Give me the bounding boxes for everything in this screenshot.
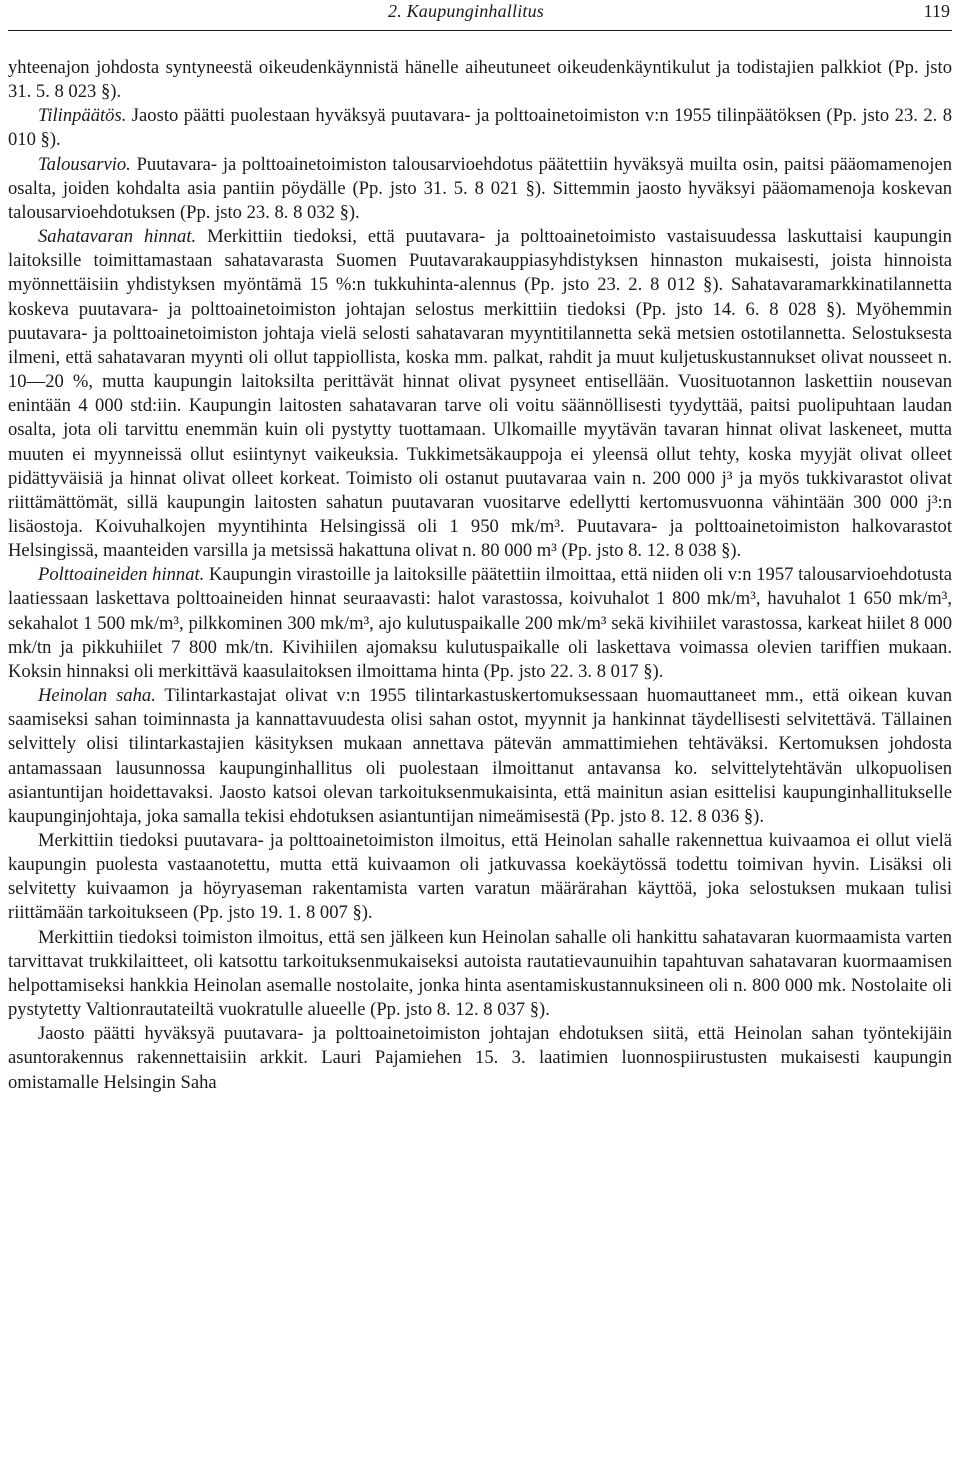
paragraph-text: Jaosto päätti puolestaan hyväksyä puutavara- ja polttoainetoimiston v:n 1955 tilinpäätöksen (Pp. jsto 23. 2. 8 010 §). [8, 105, 952, 151]
paragraph-text: Puutavara- ja polttoainetoimiston talousarvioehdotus päätettiin hyväksyä muilta osin, paitsi pääomamenojen osalta, joiden kohdalta asia pantiin pöydälle (Pp. jsto 31. 5. 8 021 §). Sittemmin jaosto hyväksyi pääomamenoja koskevan talousarvioehdotuksen (Pp. jsto 23. 8. 8 032 §). [8, 153, 952, 223]
paragraph-text: Tilintarkastajat olivat v:n 1955 tilintarkastuskertomuksessaan huomauttaneet mm., että oikean kuvan saamiseksi sahan toiminnasta ja kannattavuudesta olisi sahan ostot, myynnit ja hankinnat täydellisesti selvitettävä. Tällainen selvittely olisi tilintarkastajien käsityksen mukaan annettava pätevän ammattimiehen tehtäväksi. Kertomuksen johdosta antamassaan lausunnossa kaupunginhallitus oli puolestaan ilmoittanut antavansa ko. selvittelytehtävän ulkopuolisen asiantuntijan hoidettavaksi. Jaosto katsoi olevan tarkoituksenmukaisinta, että mainitun asian esittelisi kaupunginhallitukselle kaupunginjohtaja, joka samalla tekisi ehdotuksen asiantuntijan nimeämisestä (Pp. jsto 8. 12. 8 036 §). [8, 685, 953, 827]
paragraph-text: Merkittiin tiedoksi, että puutavara- ja polttoainetoimisto vastaisuudessa laskuttaisi kaupungin laitoksille toimittamastaan sahatavarasta Suomen Puutavarakauppiasyhdistyksen hinnaston mukaisesti, joista hinnoista myönnettäisiin yhdistyksen myöntämä 15 %:n tukkuhinta-alennus (Pp. jsto 23. 2. 8 012 §). Sahatavaramarkkinatilannetta koskeva puutavara- ja polttoainetoimiston johtajan selostus merkittiin tiedoksi (Pp. jsto 14. 6. 8 028 §). Myöhemmin puutavara- ja polttoainetoimiston johtaja vielä selosti sahatavaran myyntitilannetta sekä metsien ostotilannetta. Selostuksesta ilmeni, että sahatavaran myynti oli ollut tappiollista, koska mm. palkat, rahdit ja muut kuljetuskustannukset olivat nousseet n. 10—20 %, mutta kaupungin laitoksilta perittävät hinnat olivat pysyneet entisellään. Vuosituotannon laskettiin nousevan enintään 4 000 std:iin. Kaupungin laitosten sahatavaran tarve oli voitu säännöllisesti tyydyttää, paitsi puolipuhtaan laudan osalta, jota oli tarvittu enemmän kuin oli pystytty tuottamaan. Ulkomaille myytävän tavaran hinnat olivat laskeneet, mutta muuten ei myynneissä ollut esiintynyt vaikeuksia. Tukkimetsäkauppoja ei yleensä ollut tehty, koska myyjät olivat olleet pidättyväisiä ja hinnat olivat olleet korkeat. Toimisto oli ostanut puutavaraa vain n. 200 000 j³ ja myös tukkivarastot olivat riittämättömät, sillä kaupungin laitosten sahatun puutavaran vuositarve edellytti kertomusvuonna vähintään 300 000 j³:n lisäostoja. Koivuhalkojen myyntihinta Helsingissä oli 1 950 mk/m³. Puutavara- ja polttoainetoimiston halkovarastot Helsingissä, maanteiden varsilla ja metsissä hakattuna olivat n. 80 000 m³ (Pp. jsto 8. 12. 8 038 §). [8, 226, 952, 562]
paragraph-text: Jaosto päätti hyväksyä puutavara- ja polttoainetoimiston johtajan ehdotuksen siitä, että Heinolan sahan työntekijäin asuntorakennus rakennettaisiin arkkit. Lauri Pajamiehen 15. 3. laatimien luonnospiirustusten mukaisesti kaupungin omistamalle Helsingin Saha [8, 1023, 952, 1093]
paragraph-tilinpaatos [8, 104, 952, 152]
paragraph-talousarvio [8, 153, 952, 225]
section-title: 2. Kaupunginhallitus [388, 1, 545, 21]
paragraph-text: Kaupungin virastoille ja laitoksille päätettiin ilmoittaa, että niiden oli v:n 1957 talousarvioehdotusta laatiessaan laskettava polttoaineiden hinnat seuraavasti: halot varastossa, koivuhalot 1 800 mk/m³, havuhalot 1 650 mk/m³, sekahalot 1 500 mk/m³, pilkkominen 300 mk/m³, ajo kulutuspaikalle 200 mk/m³ sekä kivihiilet varastossa, karkeat hiilet 8 000 mk/tn ja pikkuhiilet 7 800 mk/tn. Kivihiilen ajomaksu kulutuspaikalle oli laskettava voimassa olevien tariffien mukaan. Koksin hinnaksi oli merkittävä kaasulaitoksen ilmoittama hinta (Pp. jsto 22. 3. 8 017 §). [8, 564, 952, 682]
paragraph-sahatavaran-hinnat [8, 225, 952, 563]
body-text [8, 56, 952, 1095]
page-number: 119 [923, 1, 950, 21]
paragraph-heading: Heinolan saha. [38, 685, 156, 707]
paragraph-heading: Tilinpäätös. [38, 105, 127, 127]
paragraph-kuivaamo [8, 829, 952, 926]
paragraph-text: Merkittiin tiedoksi puutavara- ja polttoainetoimiston ilmoitus, että Heinolan sahalle rakennettua kuivaamoa ei ollut vielä kaupungin puolesta vastaanotettu, mutta että kuivaamon oli jatkuvassa koekäytössä todettu toimivan hyvin. Lisäksi oli selvitetty kuivaamon ja höyryaseman rakentamista varten varatun määrärahan käyttöä, joka selostuksen mukaan tulisi riittämään tarkoitukseen (Pp. jsto 19. 1. 8 007 §). [8, 830, 952, 924]
paragraph-continuation [8, 56, 952, 104]
paragraph-text: yhteenajon johdosta syntyneestä oikeudenkäynnistä hänelle aiheutuneet oikeudenkäyntikulut ja todistajien palkkiot (Pp. jsto 31. 5. 8 023 §). [8, 57, 952, 103]
paragraph-polttoaineiden-hinnat [8, 563, 952, 684]
running-header [8, 0, 952, 31]
paragraph-heading: Polttoaineiden hinnat. [38, 564, 205, 586]
paragraph-heading: Talousarvio. [38, 153, 131, 175]
paragraph-nostolaite [8, 926, 952, 1023]
paragraph-heading: Sahatavaran hinnat. [38, 226, 197, 248]
paragraph-text: Merkittiin tiedoksi toimiston ilmoitus, että sen jälkeen kun Heinolan sahalle oli hankittu sahatavaran kuormaamista varten tarvittavat trukkilaitteet, oli katsottu tarkoituksenmukaiseksi autoista rautatievaunuihin tapahtuvan sahatavaran kuormaamisen helpottamiseksi hankkia Heinolan asemalle nostolaite, jonka hinta asentamiskustannuksineen oli n. 800 000 mk. Nostolaite oli pystytetty Valtionrautateiltä vuokratulle alueelle (Pp. jsto 8. 12. 8 037 §). [8, 926, 952, 1021]
paragraph-asuntorakennus [8, 1022, 952, 1094]
paragraph-heinolan-saha [8, 684, 952, 829]
